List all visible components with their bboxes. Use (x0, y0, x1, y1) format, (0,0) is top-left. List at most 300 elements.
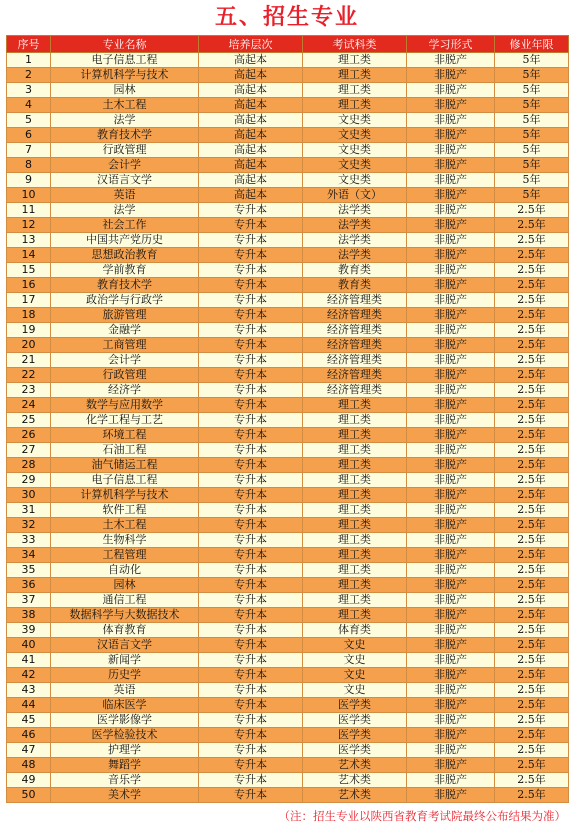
cell-duration: 2.5年 (495, 773, 569, 788)
cell-level: 专升本 (199, 233, 303, 248)
cell-study-mode: 非脱产 (407, 728, 495, 743)
cell-category: 理工类 (303, 518, 407, 533)
cell-study-mode: 非脱产 (407, 248, 495, 263)
cell-level: 专升本 (199, 743, 303, 758)
cell-index: 35 (7, 563, 51, 578)
table-row (7, 83, 569, 98)
cell-major: 自动化 (51, 563, 199, 578)
table-row (7, 98, 569, 113)
cell-category: 经济管理类 (303, 383, 407, 398)
cell-duration: 2.5年 (495, 203, 569, 218)
table-row (7, 173, 569, 188)
cell-category: 经济管理类 (303, 353, 407, 368)
cell-level: 专升本 (199, 353, 303, 368)
cell-duration: 5年 (495, 128, 569, 143)
cell-category: 法学类 (303, 248, 407, 263)
cell-study-mode: 非脱产 (407, 488, 495, 503)
cell-category: 理工类 (303, 563, 407, 578)
table-row (7, 518, 569, 533)
cell-duration: 2.5年 (495, 353, 569, 368)
cell-study-mode: 非脱产 (407, 413, 495, 428)
cell-major: 护理学 (51, 743, 199, 758)
cell-level: 高起本 (199, 173, 303, 188)
cell-study-mode: 非脱产 (407, 713, 495, 728)
cell-study-mode: 非脱产 (407, 638, 495, 653)
cell-index: 1 (7, 53, 51, 68)
cell-category: 文史类 (303, 113, 407, 128)
header-major: 专业名称 (51, 36, 199, 53)
cell-major: 思想政治教育 (51, 248, 199, 263)
table-row (7, 293, 569, 308)
cell-major: 舞蹈学 (51, 758, 199, 773)
cell-study-mode: 非脱产 (407, 743, 495, 758)
table-row (7, 473, 569, 488)
cell-major: 油气储运工程 (51, 458, 199, 473)
table-row (7, 413, 569, 428)
table-row (7, 383, 569, 398)
cell-level: 高起本 (199, 53, 303, 68)
cell-duration: 2.5年 (495, 383, 569, 398)
cell-category: 医学类 (303, 698, 407, 713)
cell-index: 18 (7, 308, 51, 323)
cell-level: 高起本 (199, 98, 303, 113)
cell-study-mode: 非脱产 (407, 443, 495, 458)
cell-index: 9 (7, 173, 51, 188)
cell-major: 数学与应用数学 (51, 398, 199, 413)
cell-duration: 2.5年 (495, 458, 569, 473)
cell-study-mode: 非脱产 (407, 158, 495, 173)
cell-study-mode: 非脱产 (407, 353, 495, 368)
cell-duration: 2.5年 (495, 398, 569, 413)
cell-level: 专升本 (199, 623, 303, 638)
cell-index: 3 (7, 83, 51, 98)
cell-index: 42 (7, 668, 51, 683)
cell-duration: 2.5年 (495, 743, 569, 758)
cell-category: 文史类 (303, 173, 407, 188)
cell-index: 20 (7, 338, 51, 353)
cell-duration: 5年 (495, 143, 569, 158)
cell-category: 文史 (303, 683, 407, 698)
cell-study-mode: 非脱产 (407, 368, 495, 383)
cell-study-mode: 非脱产 (407, 113, 495, 128)
cell-duration: 2.5年 (495, 593, 569, 608)
cell-level: 专升本 (199, 473, 303, 488)
cell-category: 艺术类 (303, 758, 407, 773)
cell-study-mode: 非脱产 (407, 68, 495, 83)
cell-level: 专升本 (199, 428, 303, 443)
cell-major: 金融学 (51, 323, 199, 338)
table-row (7, 233, 569, 248)
table-row (7, 443, 569, 458)
cell-level: 高起本 (199, 113, 303, 128)
table-row (7, 503, 569, 518)
cell-major: 行政管理 (51, 368, 199, 383)
cell-level: 专升本 (199, 758, 303, 773)
cell-duration: 2.5年 (495, 548, 569, 563)
table-row (7, 188, 569, 203)
cell-major: 电子信息工程 (51, 473, 199, 488)
cell-level: 专升本 (199, 323, 303, 338)
cell-study-mode: 非脱产 (407, 143, 495, 158)
cell-category: 理工类 (303, 83, 407, 98)
cell-index: 8 (7, 158, 51, 173)
cell-category: 法学类 (303, 203, 407, 218)
cell-duration: 5年 (495, 68, 569, 83)
cell-duration: 2.5年 (495, 533, 569, 548)
cell-level: 专升本 (199, 383, 303, 398)
cell-category: 文史 (303, 653, 407, 668)
cell-major: 园林 (51, 578, 199, 593)
cell-duration: 2.5年 (495, 428, 569, 443)
cell-index: 25 (7, 413, 51, 428)
cell-category: 理工类 (303, 53, 407, 68)
cell-duration: 2.5年 (495, 698, 569, 713)
cell-duration: 2.5年 (495, 338, 569, 353)
cell-duration: 2.5年 (495, 653, 569, 668)
cell-index: 46 (7, 728, 51, 743)
cell-level: 专升本 (199, 653, 303, 668)
cell-category: 理工类 (303, 578, 407, 593)
cell-index: 2 (7, 68, 51, 83)
table-row (7, 728, 569, 743)
table-row (7, 263, 569, 278)
cell-study-mode: 非脱产 (407, 98, 495, 113)
cell-index: 47 (7, 743, 51, 758)
cell-level: 专升本 (199, 713, 303, 728)
table-row (7, 668, 569, 683)
cell-study-mode: 非脱产 (407, 218, 495, 233)
cell-major: 医学影像学 (51, 713, 199, 728)
cell-index: 49 (7, 773, 51, 788)
cell-category: 理工类 (303, 413, 407, 428)
cell-duration: 2.5年 (495, 263, 569, 278)
header-study-mode: 学习形式 (407, 36, 495, 53)
cell-study-mode: 非脱产 (407, 593, 495, 608)
cell-category: 医学类 (303, 728, 407, 743)
cell-level: 专升本 (199, 608, 303, 623)
cell-duration: 2.5年 (495, 668, 569, 683)
cell-index: 31 (7, 503, 51, 518)
cell-index: 44 (7, 698, 51, 713)
cell-category: 理工类 (303, 608, 407, 623)
cell-index: 28 (7, 458, 51, 473)
cell-major: 通信工程 (51, 593, 199, 608)
header-category: 考试科类 (303, 36, 407, 53)
cell-duration: 2.5年 (495, 323, 569, 338)
table-row (7, 623, 569, 638)
cell-category: 经济管理类 (303, 323, 407, 338)
cell-level: 高起本 (199, 143, 303, 158)
cell-level: 高起本 (199, 188, 303, 203)
cell-category: 教育类 (303, 263, 407, 278)
cell-study-mode: 非脱产 (407, 338, 495, 353)
cell-duration: 2.5年 (495, 788, 569, 803)
cell-category: 法学类 (303, 233, 407, 248)
cell-level: 专升本 (199, 338, 303, 353)
cell-duration: 2.5年 (495, 233, 569, 248)
cell-duration: 2.5年 (495, 728, 569, 743)
cell-major: 工商管理 (51, 338, 199, 353)
table-row (7, 548, 569, 563)
table-row (7, 458, 569, 473)
cell-level: 高起本 (199, 83, 303, 98)
table-row (7, 203, 569, 218)
table-row (7, 788, 569, 803)
cell-major: 法学 (51, 113, 199, 128)
cell-study-mode: 非脱产 (407, 428, 495, 443)
cell-study-mode: 非脱产 (407, 578, 495, 593)
cell-level: 专升本 (199, 773, 303, 788)
table-row (7, 533, 569, 548)
cell-duration: 2.5年 (495, 638, 569, 653)
cell-duration: 2.5年 (495, 713, 569, 728)
cell-level: 专升本 (199, 548, 303, 563)
cell-index: 30 (7, 488, 51, 503)
cell-index: 11 (7, 203, 51, 218)
page-title: 五、招生专业 (214, 4, 359, 30)
cell-major: 英语 (51, 188, 199, 203)
cell-category: 理工类 (303, 398, 407, 413)
table-row (7, 638, 569, 653)
cell-level: 专升本 (199, 248, 303, 263)
cell-level: 专升本 (199, 218, 303, 233)
cell-index: 27 (7, 443, 51, 458)
cell-category: 文史类 (303, 143, 407, 158)
cell-level: 专升本 (199, 443, 303, 458)
cell-index: 43 (7, 683, 51, 698)
cell-category: 文史 (303, 638, 407, 653)
table-header-row (7, 36, 569, 53)
cell-duration: 2.5年 (495, 503, 569, 518)
cell-level: 专升本 (199, 683, 303, 698)
cell-duration: 2.5年 (495, 308, 569, 323)
cell-level: 专升本 (199, 398, 303, 413)
cell-major: 行政管理 (51, 143, 199, 158)
cell-category: 经济管理类 (303, 368, 407, 383)
cell-level: 专升本 (199, 563, 303, 578)
cell-major: 园林 (51, 83, 199, 98)
cell-study-mode: 非脱产 (407, 458, 495, 473)
cell-major: 数据科学与大数据技术 (51, 608, 199, 623)
cell-index: 50 (7, 788, 51, 803)
cell-index: 37 (7, 593, 51, 608)
table-row (7, 68, 569, 83)
cell-duration: 2.5年 (495, 248, 569, 263)
cell-level: 专升本 (199, 203, 303, 218)
table-row (7, 758, 569, 773)
cell-level: 专升本 (199, 368, 303, 383)
table-row (7, 593, 569, 608)
table-row (7, 248, 569, 263)
cell-duration: 5年 (495, 173, 569, 188)
cell-study-mode: 非脱产 (407, 473, 495, 488)
cell-major: 电子信息工程 (51, 53, 199, 68)
cell-study-mode: 非脱产 (407, 563, 495, 578)
cell-duration: 2.5年 (495, 218, 569, 233)
table-row (7, 128, 569, 143)
cell-level: 专升本 (199, 263, 303, 278)
table-row (7, 683, 569, 698)
cell-index: 23 (7, 383, 51, 398)
cell-level: 专升本 (199, 788, 303, 803)
cell-index: 14 (7, 248, 51, 263)
cell-study-mode: 非脱产 (407, 773, 495, 788)
table-row (7, 698, 569, 713)
cell-level: 专升本 (199, 518, 303, 533)
cell-study-mode: 非脱产 (407, 128, 495, 143)
cell-study-mode: 非脱产 (407, 788, 495, 803)
cell-major: 体育教育 (51, 623, 199, 638)
cell-duration: 2.5年 (495, 518, 569, 533)
cell-index: 4 (7, 98, 51, 113)
cell-category: 法学类 (303, 218, 407, 233)
cell-duration: 2.5年 (495, 413, 569, 428)
cell-duration: 5年 (495, 158, 569, 173)
cell-index: 24 (7, 398, 51, 413)
cell-category: 理工类 (303, 68, 407, 83)
cell-major: 汉语言文学 (51, 638, 199, 653)
cell-duration: 2.5年 (495, 443, 569, 458)
cell-study-mode: 非脱产 (407, 518, 495, 533)
cell-duration: 5年 (495, 113, 569, 128)
cell-category: 理工类 (303, 503, 407, 518)
cell-major: 美术学 (51, 788, 199, 803)
cell-major: 历史学 (51, 668, 199, 683)
cell-major: 土木工程 (51, 518, 199, 533)
table-row (7, 113, 569, 128)
cell-category: 文史类 (303, 128, 407, 143)
header-level: 培养层次 (199, 36, 303, 53)
cell-index: 34 (7, 548, 51, 563)
cell-study-mode: 非脱产 (407, 548, 495, 563)
cell-major: 教育技术学 (51, 278, 199, 293)
cell-category: 医学类 (303, 743, 407, 758)
cell-study-mode: 非脱产 (407, 323, 495, 338)
cell-index: 22 (7, 368, 51, 383)
cell-index: 10 (7, 188, 51, 203)
cell-duration: 2.5年 (495, 473, 569, 488)
cell-study-mode: 非脱产 (407, 398, 495, 413)
cell-study-mode: 非脱产 (407, 263, 495, 278)
table-row (7, 653, 569, 668)
cell-index: 41 (7, 653, 51, 668)
cell-major: 医学检验技术 (51, 728, 199, 743)
cell-level: 专升本 (199, 503, 303, 518)
cell-major: 学前教育 (51, 263, 199, 278)
cell-study-mode: 非脱产 (407, 698, 495, 713)
cell-major: 计算机科学与技术 (51, 68, 199, 83)
table-row (7, 143, 569, 158)
cell-level: 高起本 (199, 158, 303, 173)
cell-study-mode: 非脱产 (407, 233, 495, 248)
cell-index: 39 (7, 623, 51, 638)
majors-table (6, 35, 569, 803)
cell-level: 高起本 (199, 68, 303, 83)
cell-duration: 2.5年 (495, 563, 569, 578)
table-row (7, 278, 569, 293)
cell-study-mode: 非脱产 (407, 623, 495, 638)
cell-index: 13 (7, 233, 51, 248)
cell-level: 专升本 (199, 638, 303, 653)
cell-category: 经济管理类 (303, 293, 407, 308)
cell-duration: 2.5年 (495, 293, 569, 308)
cell-major: 会计学 (51, 353, 199, 368)
cell-duration: 2.5年 (495, 683, 569, 698)
cell-index: 7 (7, 143, 51, 158)
cell-category: 理工类 (303, 488, 407, 503)
cell-category: 艺术类 (303, 788, 407, 803)
cell-level: 专升本 (199, 488, 303, 503)
cell-study-mode: 非脱产 (407, 758, 495, 773)
header-index: 序号 (7, 36, 51, 53)
cell-category: 经济管理类 (303, 308, 407, 323)
cell-study-mode: 非脱产 (407, 293, 495, 308)
cell-major: 汉语言文学 (51, 173, 199, 188)
cell-study-mode: 非脱产 (407, 653, 495, 668)
cell-major: 英语 (51, 683, 199, 698)
cell-index: 29 (7, 473, 51, 488)
cell-duration: 2.5年 (495, 278, 569, 293)
table-row (7, 563, 569, 578)
cell-duration: 5年 (495, 53, 569, 68)
cell-study-mode: 非脱产 (407, 83, 495, 98)
table-row (7, 368, 569, 383)
cell-duration: 5年 (495, 83, 569, 98)
cell-level: 专升本 (199, 278, 303, 293)
cell-duration: 2.5年 (495, 758, 569, 773)
cell-major: 法学 (51, 203, 199, 218)
cell-study-mode: 非脱产 (407, 608, 495, 623)
table-row (7, 353, 569, 368)
cell-study-mode: 非脱产 (407, 173, 495, 188)
table-row (7, 218, 569, 233)
table-row (7, 713, 569, 728)
cell-index: 26 (7, 428, 51, 443)
cell-major: 音乐学 (51, 773, 199, 788)
cell-duration: 5年 (495, 188, 569, 203)
cell-category: 理工类 (303, 458, 407, 473)
cell-category: 理工类 (303, 443, 407, 458)
table-row (7, 743, 569, 758)
cell-index: 36 (7, 578, 51, 593)
table-row (7, 773, 569, 788)
cell-category: 理工类 (303, 548, 407, 563)
cell-level: 专升本 (199, 728, 303, 743)
cell-major: 临床医学 (51, 698, 199, 713)
cell-category: 理工类 (303, 473, 407, 488)
cell-level: 专升本 (199, 698, 303, 713)
cell-major: 政治学与行政学 (51, 293, 199, 308)
cell-major: 软件工程 (51, 503, 199, 518)
cell-level: 专升本 (199, 458, 303, 473)
cell-major: 工程管理 (51, 548, 199, 563)
cell-major: 石油工程 (51, 443, 199, 458)
cell-level: 高起本 (199, 128, 303, 143)
cell-study-mode: 非脱产 (407, 53, 495, 68)
cell-category: 理工类 (303, 428, 407, 443)
table-row (7, 488, 569, 503)
cell-index: 45 (7, 713, 51, 728)
cell-index: 15 (7, 263, 51, 278)
cell-study-mode: 非脱产 (407, 503, 495, 518)
cell-index: 32 (7, 518, 51, 533)
table-row (7, 158, 569, 173)
cell-category: 文史类 (303, 158, 407, 173)
cell-major: 旅游管理 (51, 308, 199, 323)
cell-duration: 2.5年 (495, 623, 569, 638)
cell-category: 外语（文） (303, 188, 407, 203)
cell-index: 21 (7, 353, 51, 368)
